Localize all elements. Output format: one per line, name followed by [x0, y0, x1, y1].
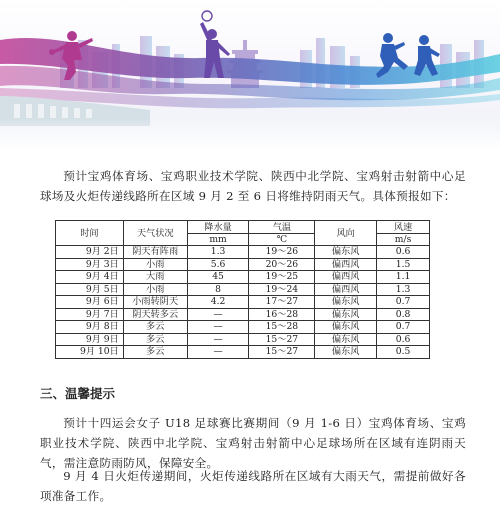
cell-wind-speed: 0.5 — [377, 346, 430, 359]
cell-temp: 20～26 — [249, 258, 315, 271]
cell-wind-speed: 1.5 — [377, 258, 430, 271]
weather-forecast-table — [55, 220, 430, 359]
cell-weather: 多云 — [123, 321, 187, 334]
intro-paragraph: 预计宝鸡体育场、宝鸡职业技术学院、陕西中北学院、宝鸡射击射箭中心足球场及火炬传递线路所在区域 9 月 2 至 6 日将维持阴雨天气。具体预报如下： — [40, 169, 466, 203]
table-row — [56, 321, 430, 334]
cell-date: 9月 3日 — [56, 258, 124, 271]
table-row — [56, 283, 430, 296]
cell-date: 9月 5日 — [56, 283, 124, 296]
cell-wind-speed: 0.6 — [377, 333, 430, 346]
table-header-row — [56, 221, 430, 234]
cell-wind-speed: 0.6 — [377, 246, 430, 259]
cell-wind-dir: 偏东风 — [315, 321, 377, 334]
cell-wind-dir: 偏东风 — [315, 308, 377, 321]
header-wind-dir: 风向 — [315, 221, 377, 246]
cell-precip: 1.3 — [187, 246, 249, 259]
cell-temp: 19～25 — [249, 271, 315, 284]
cell-weather: 小雨 — [123, 258, 187, 271]
cell-wind-dir: 偏东风 — [315, 296, 377, 309]
cell-precip: — — [187, 308, 249, 321]
table-body — [56, 246, 430, 359]
header-banner — [0, 0, 500, 150]
table-row — [56, 333, 430, 346]
table-row — [56, 346, 430, 359]
cell-wind-dir: 偏西风 — [315, 258, 377, 271]
cell-temp: 17～27 — [249, 296, 315, 309]
cell-wind-speed: 0.7 — [377, 296, 430, 309]
cell-precip: 4.2 — [187, 296, 249, 309]
table-row — [56, 308, 430, 321]
cell-wind-dir: 偏东风 — [315, 346, 377, 359]
cell-date: 9月 10日 — [56, 346, 124, 359]
cell-weather: 小雨 — [123, 283, 187, 296]
tip-paragraph-2: 9 月 4 日火炬传递期间，火炬传递线路所在区域有大雨天气，需提前做好各项准备工作。 — [40, 469, 466, 503]
cell-weather: 小雨转阴天 — [123, 296, 187, 309]
cell-temp: 15～27 — [249, 346, 315, 359]
header-precip: 降水量 — [187, 221, 249, 234]
cell-temp: 15～28 — [249, 321, 315, 334]
cell-precip: — — [187, 346, 249, 359]
unit-precip: mm — [187, 234, 249, 246]
tip-paragraph-1: 预计十四运会女子 U18 足球赛比赛期间（9 月 1-6 日）宝鸡体育场、宝鸡职业技术学院、陕西中北学院、宝鸡射击射箭中心足球场所在区域有连阴雨天气，需注意防雨防风，保障安全。 — [40, 416, 466, 470]
cell-wind-speed: 0.8 — [377, 308, 430, 321]
cell-temp: 15～27 — [249, 333, 315, 346]
cell-date: 9月 2日 — [56, 246, 124, 259]
header-wind-speed: 风速 — [377, 221, 430, 234]
header-weather: 天气状况 — [123, 221, 187, 246]
cell-wind-speed: 0.7 — [377, 321, 430, 334]
cell-precip: 5.6 — [187, 258, 249, 271]
cell-date: 9月 4日 — [56, 271, 124, 284]
cell-precip: 8 — [187, 283, 249, 296]
cell-precip: 45 — [187, 271, 249, 284]
cell-wind-dir: 偏东风 — [315, 246, 377, 259]
cell-date: 9月 9日 — [56, 333, 124, 346]
cell-date: 9月 8日 — [56, 321, 124, 334]
cell-date: 9月 6日 — [56, 296, 124, 309]
cell-weather: 多云 — [123, 333, 187, 346]
cell-wind-speed: 1.1 — [377, 271, 430, 284]
header-time: 时间 — [56, 221, 124, 246]
header-temp: 气温 — [249, 221, 315, 234]
cell-temp: 16～28 — [249, 308, 315, 321]
banner-fade — [0, 118, 500, 150]
cell-wind-dir: 偏东风 — [315, 333, 377, 346]
cell-wind-dir: 偏西风 — [315, 283, 377, 296]
cell-wind-speed: 1.3 — [377, 283, 430, 296]
cell-temp: 19～24 — [249, 283, 315, 296]
section-heading: 三、温馨提示 — [40, 386, 116, 401]
unit-wind-speed: m/s — [377, 234, 430, 246]
cell-precip: — — [187, 333, 249, 346]
table-row — [56, 271, 430, 284]
cell-date: 9月 7日 — [56, 308, 124, 321]
cell-precip: — — [187, 321, 249, 334]
cell-temp: 19～26 — [249, 246, 315, 259]
cell-weather: 阴天有阵雨 — [123, 246, 187, 259]
table-row — [56, 246, 430, 259]
cell-weather: 阴天转多云 — [123, 308, 187, 321]
table-row — [56, 296, 430, 309]
table-row — [56, 258, 430, 271]
cell-weather: 多云 — [123, 346, 187, 359]
cell-weather: 大雨 — [123, 271, 187, 284]
unit-temp: ℃ — [249, 234, 315, 246]
cell-wind-dir: 偏西风 — [315, 271, 377, 284]
